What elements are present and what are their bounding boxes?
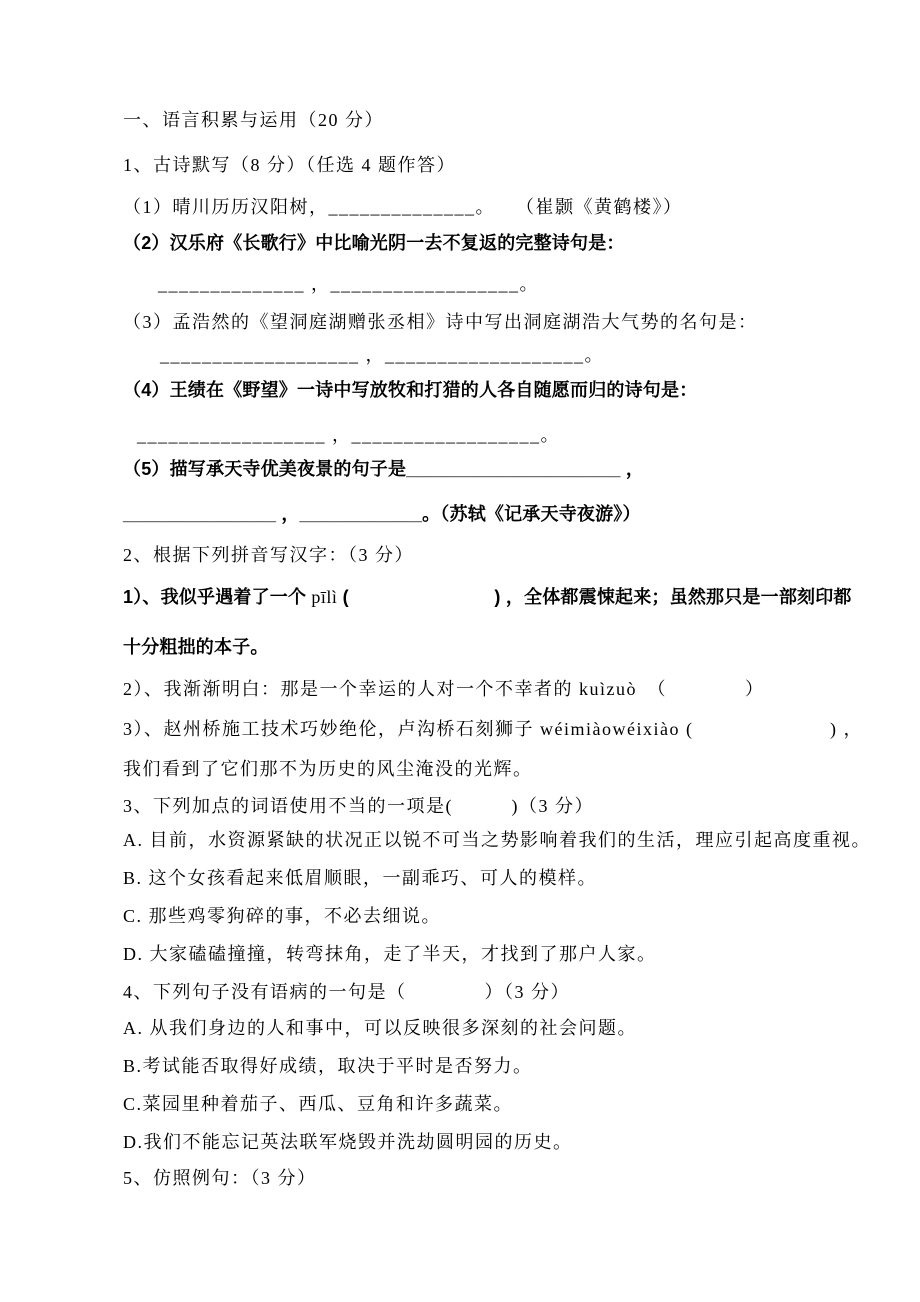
q1-item-5-answer-blanks: _______________ ，____________。（苏轼《记承天寺夜游》）	[123, 504, 641, 524]
q2-item-3-continued: 我们看到了它们那不为历史的风尘淹没的光辉。	[123, 759, 533, 779]
q3-option-c: C. 那些鸡零狗碎的事，不必去细说。	[123, 906, 442, 926]
q2-item-1-text-post: ( ) ，全体都震悚起来；虽然那只是一部刻印都	[337, 587, 852, 607]
q2-header: 2、根据下列拼音写汉字：（3 分）	[123, 545, 414, 565]
q1-item-3: （3）孟浩然的《望洞庭湖赠张丞相》诗中写出洞庭湖浩大气势的名句是：	[123, 312, 758, 332]
q1-item-4-answer-blanks: __________________ ，__________________。	[137, 425, 560, 445]
q4-option-d: D.我们不能忘记英法联军烧毁并洗劫圆明园的历史。	[123, 1132, 573, 1152]
q1-header: 1、古诗默写（8 分）（任选 4 题作答）	[123, 155, 456, 175]
q2-item-1-continued: 十分粗拙的本子。	[123, 637, 269, 657]
q3-option-a: A. 目前，水资源紧缺的状况正以锐不可当之势影响着我们的生活，理应引起高度重视。	[123, 830, 871, 850]
q4-option-c: C.菜园里种着茄子、西瓜、豆角和许多蔬菜。	[123, 1094, 514, 1114]
q2-item-2: 2）、我渐渐明白：那是一个幸运的人对一个不幸者的 kuìzuò （ ）	[123, 679, 765, 699]
q1-item-5: （5）描写承天寺优美夜景的句子是_____________________ ，	[123, 459, 645, 479]
q2-item-1	[123, 587, 852, 607]
q4-header: 4、下列句子没有语病的一句是（ ）（3 分）	[123, 982, 570, 1002]
q1-item-1: （1）晴川历历汉阳树，______________。 （崔颢《黄鹤楼》）	[123, 197, 683, 217]
q4-option-a: A. 从我们身边的人和事中，可以反映很多深刻的社会问题。	[123, 1018, 637, 1038]
q1-item-2: （2）汉乐府《长歌行》中比喻光阴一去不复返的完整诗句是：	[123, 233, 625, 253]
q3-header: 3、下列加点的词语使用不当的一项是( )（3 分）	[123, 796, 594, 816]
q2-item-3: 3）、赵州桥施工技术巧妙绝伦，卢沟桥石刻狮子 wéimiàowéixiào ( ) ，	[123, 719, 863, 739]
q3-option-b: B. 这个女孩看起来低眉顺眼，一副乖巧、可人的模样。	[123, 868, 598, 888]
q1-item-2-answer-blanks: ______________ ，__________________。	[158, 274, 539, 294]
q2-item-1-text-pre: 1）、我似乎遇着了一个	[123, 587, 312, 607]
section-1-title: 一、语言积累与运用（20 分）	[123, 110, 384, 130]
q1-item-4: （4）王绩在《野望》一诗中写放牧和打猎的人各自随愿而归的诗句是：	[123, 380, 698, 400]
q2-item-1-pinyin: pīlì	[311, 587, 338, 607]
q5-header: 5、仿照例句：（3 分）	[123, 1168, 317, 1188]
q4-option-b: B.考试能否取得好成绩，取决于平时是否努力。	[123, 1056, 533, 1076]
q3-option-d: D. 大家磕磕撞撞，转弯抹角，走了半天，才找到了那户人家。	[123, 944, 657, 964]
q1-item-3-answer-blanks: ___________________ ，___________________。	[160, 345, 604, 365]
